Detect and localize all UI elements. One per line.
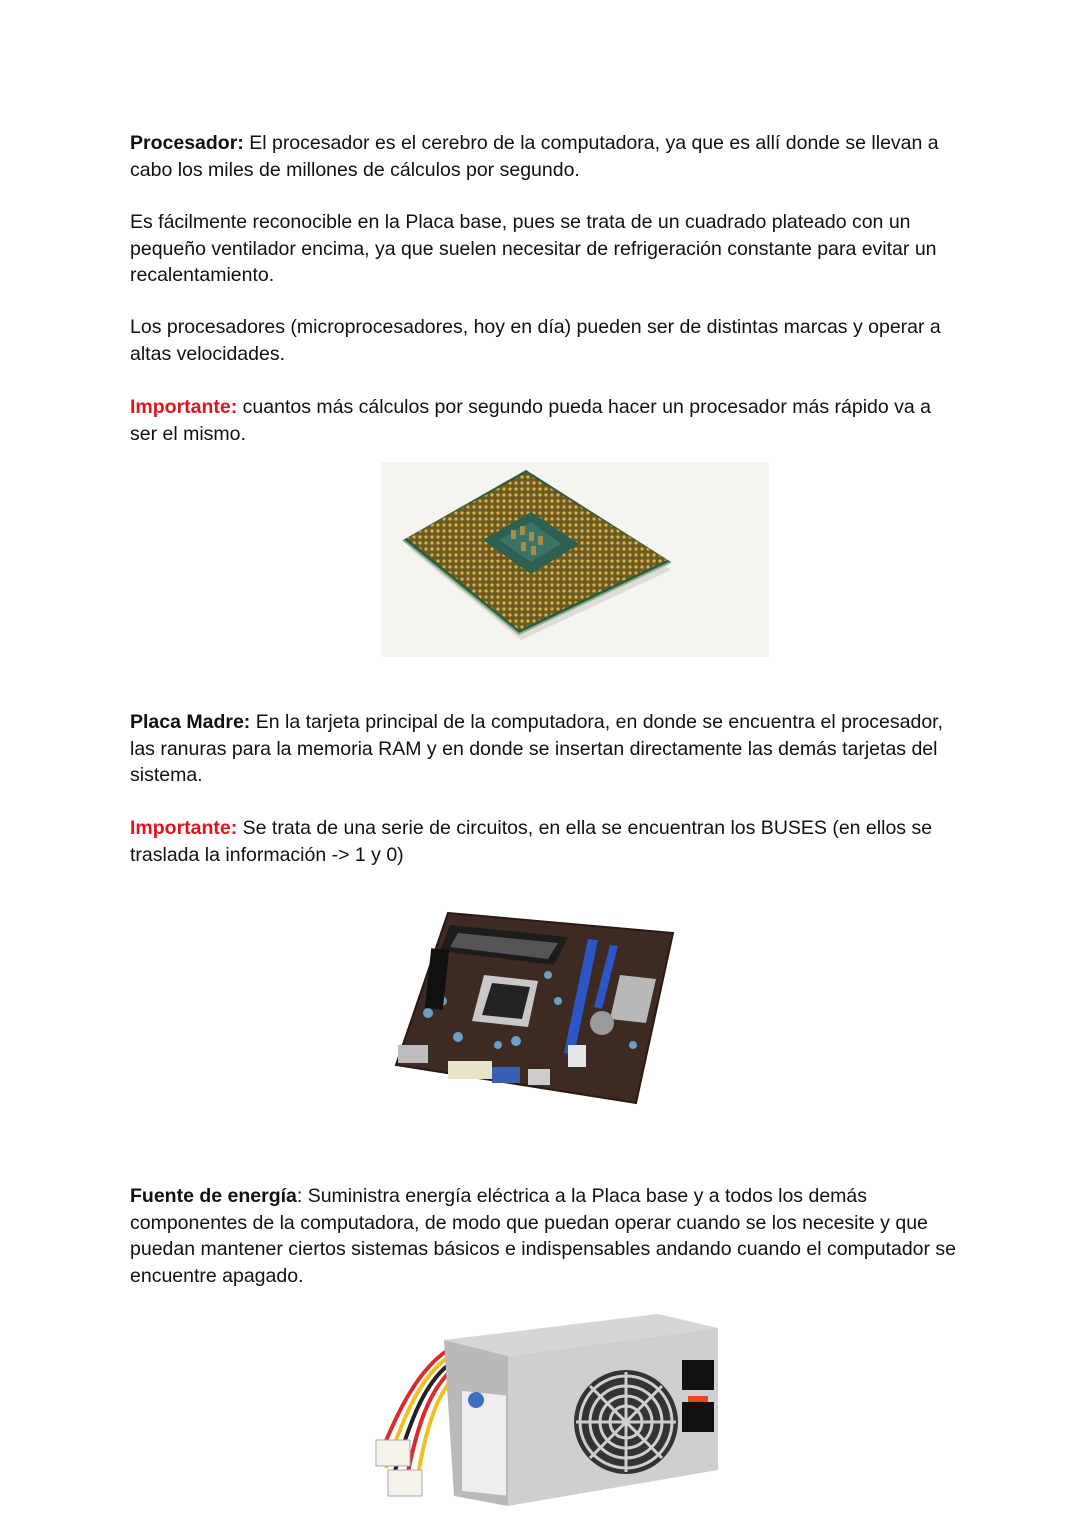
placa-madre-term: Placa Madre:: [130, 711, 251, 733]
placa-madre-important: [130, 815, 960, 868]
fuente-paragraph: [130, 1183, 960, 1289]
important-text: Se trata de una serie de circuitos, en ella se encuentran los BUSES (en ellos se traslada la información -> 1 y 0): [130, 817, 933, 866]
procesador-text: El procesador es el cerebro de la computadora, ya que es allí donde se llevan a cabo los miles de millones de cálculos por segundo.: [130, 132, 939, 181]
important-label: Importante:: [130, 396, 238, 418]
procesador-description: Es fácilmente reconocible en la Placa base, pues se trata de un cuadrado plateado con un pequeño ventilador encima, ya que suelen necesitar de refrigeración constante para evitar un recalentamiento.: [130, 211, 937, 286]
fuente-term: Fuente de energía: [130, 1185, 297, 1207]
fuente-text: : Suministra energía eléctrica a la Placa base y a todos los demás componentes de la computadora, de modo que puedan operar cuando se los necesite y que puedan mantener ciertos sistemas básicos e indispensables andando cuando el computador se encuentre apagado.: [130, 1185, 957, 1287]
cpu-photo: [381, 462, 769, 657]
important-text: cuantos más cálculos por segundo pueda hacer un procesador más rápido va a ser el mismo.: [130, 396, 932, 445]
procesador-paragraph: [130, 130, 960, 183]
important-label: Importante:: [130, 817, 238, 839]
procesador-important: [130, 394, 960, 447]
procesador-term: Procesador:: [130, 132, 244, 154]
motherboard-photo: [388, 905, 678, 1105]
power-supply-photo: [358, 1310, 723, 1510]
placa-madre-paragraph: [130, 709, 960, 789]
procesador-brands: Los procesadores (microprocesadores, hoy en día) pueden ser de distintas marcas y operar a altas velocidades.: [130, 316, 941, 365]
placa-madre-text: En la tarjeta principal de la computadora, en donde se encuentra el procesador, las ranuras para la memoria RAM y en donde se insertan directamente las demás tarjetas del sistema.: [130, 711, 944, 786]
